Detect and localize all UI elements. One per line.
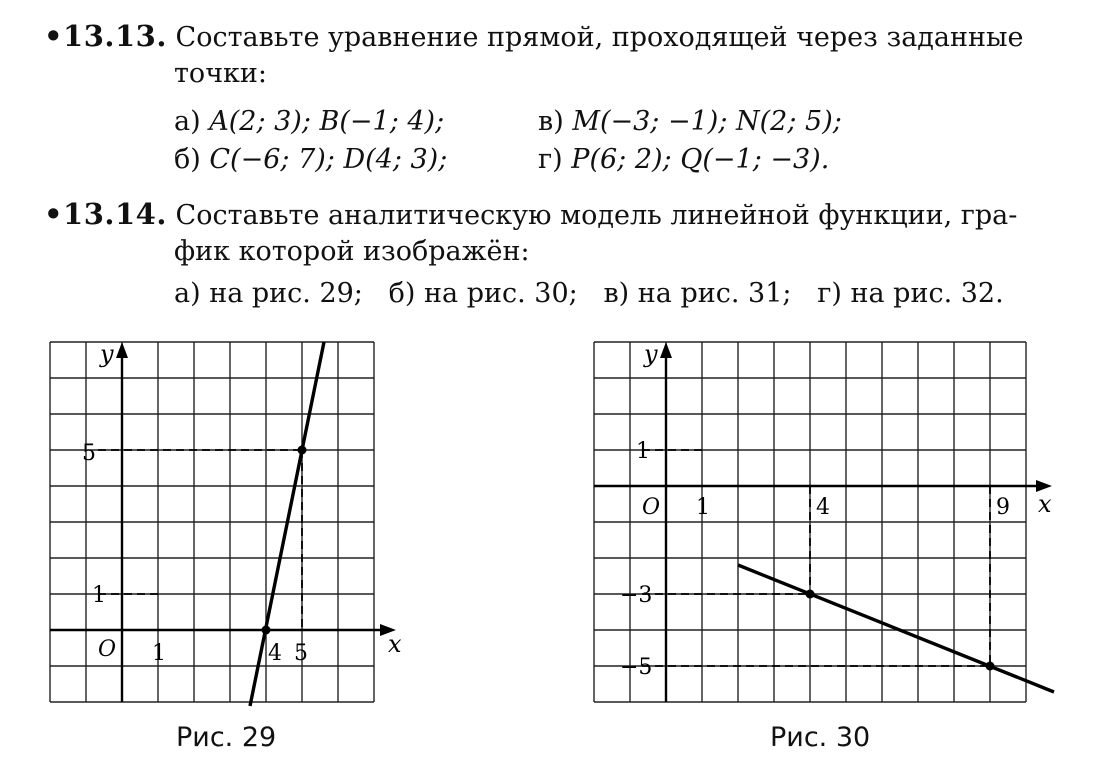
point-4-m3 bbox=[806, 590, 815, 599]
problem-13-13 bbox=[44, 18, 1084, 92]
tick-label-y1: 1 bbox=[636, 439, 650, 464]
problem-statement: Составьте уравнение прямой, проходящей через заданные bbox=[175, 22, 1024, 53]
problem-number: •13.14. bbox=[44, 197, 167, 231]
graph-line bbox=[738, 565, 1054, 692]
item-v: в) M(−3; −1); N(2; 5); bbox=[538, 106, 842, 137]
item-b: б) C(−6; 7); D(4; 3); bbox=[174, 144, 448, 175]
tick-label-x4: 4 bbox=[268, 641, 282, 666]
axis-label-y: y bbox=[644, 340, 658, 368]
item-g: г) P(6; 2); Q(−1; −3). bbox=[538, 144, 830, 175]
origin-label: O bbox=[642, 495, 661, 520]
problem-statement-cont: фик которой изображён: bbox=[174, 236, 530, 267]
figure-30 bbox=[592, 340, 1062, 710]
tick-label-x5: 5 bbox=[294, 641, 308, 666]
tick-label-x1: 1 bbox=[696, 495, 710, 520]
tick-label-y-5: −5 bbox=[620, 655, 653, 680]
axis-label-y: y bbox=[100, 340, 114, 368]
y-axis-arrow bbox=[660, 342, 672, 358]
item-a: а) A(2; 3); B(−1; 4); bbox=[174, 106, 445, 137]
figure-29-caption: Рис. 29 bbox=[176, 722, 277, 753]
tick-label-x1: 1 bbox=[152, 641, 166, 666]
problem-13-14 bbox=[44, 196, 1084, 270]
point-4-0 bbox=[262, 626, 271, 635]
figure-30-caption: Рис. 30 bbox=[770, 722, 871, 753]
axis-label-x: x bbox=[388, 630, 402, 658]
axis-label-x: x bbox=[1038, 490, 1052, 518]
point-9-m5 bbox=[986, 662, 995, 671]
tick-label-x9: 9 bbox=[996, 495, 1010, 520]
y-axis-arrow bbox=[116, 342, 128, 358]
problem-statement: Составьте аналитическую модель линейной функции, гра- bbox=[175, 200, 1018, 231]
tick-label-y-3: −3 bbox=[620, 583, 653, 608]
tick-label-x4: 4 bbox=[816, 495, 830, 520]
figure-references: а) на рис. 29; б) на рис. 30; в) на рис. 31; г) на рис. 32. bbox=[174, 278, 1004, 309]
tick-label-y5: 5 bbox=[82, 441, 96, 466]
origin-label: O bbox=[98, 637, 117, 662]
problem-number: •13.13. bbox=[44, 19, 167, 53]
point-5-5 bbox=[298, 446, 307, 455]
problem-statement-cont: точки: bbox=[174, 58, 268, 89]
tick-label-y1: 1 bbox=[92, 583, 106, 608]
graph-line bbox=[250, 342, 324, 706]
figure-29 bbox=[48, 340, 408, 710]
